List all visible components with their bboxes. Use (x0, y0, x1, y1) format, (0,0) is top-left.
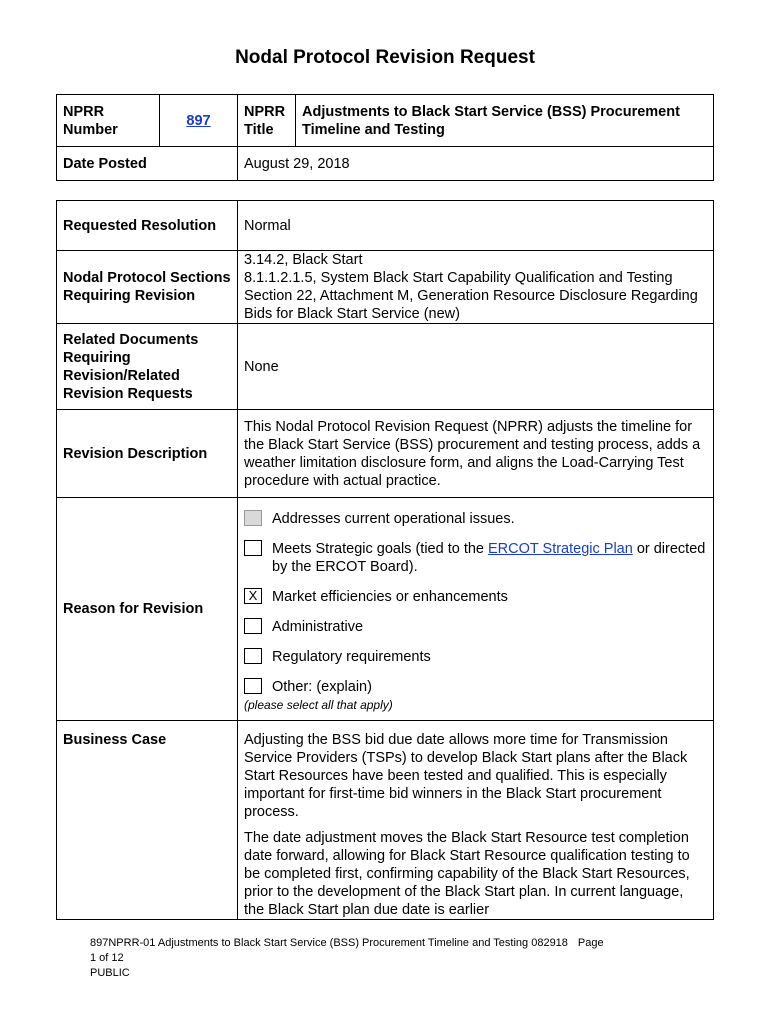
reason-option (244, 540, 707, 576)
reason-label: Reason for Revision (57, 498, 238, 721)
section-item: 3.14.2, Black Start (244, 252, 363, 268)
related-docs-value: None (238, 324, 714, 410)
date-posted-label: Date Posted (57, 147, 238, 181)
reason-text-part: or directed by the ERCOT Board). (272, 541, 706, 575)
revision-description-value: This Nodal Protocol Revision Request (NPRR) adjusts the timeline for the Black Start Service (BSS) procurement and testing process, adds a weather limitation disclosure form, and aligns the Load-Carrying Test procedure with actual practice. (238, 410, 714, 498)
reason-option (244, 618, 707, 636)
revision-description-label: Revision Description (57, 410, 238, 498)
sections-label: Nodal Protocol Sections Requiring Revision (57, 251, 238, 324)
document-title: Nodal Protocol Revision Request (235, 47, 535, 68)
reason-text: Addresses current operational issues. (272, 511, 515, 527)
checkbox-regulatory[interactable] (244, 648, 262, 664)
reason-option (244, 510, 707, 528)
reason-option (244, 678, 707, 696)
footer-classification: PUBLIC (90, 967, 130, 979)
reason-option (244, 648, 707, 666)
business-case-value (238, 721, 714, 920)
requested-resolution-value: Normal (238, 201, 714, 251)
reason-note: (please select all that apply) (244, 698, 393, 712)
reason-options (238, 498, 714, 721)
page-footer (90, 936, 604, 981)
nprr-number-link[interactable]: 897 (186, 112, 211, 129)
header-table (56, 94, 714, 181)
business-case-paragraph: The date adjustment moves the Black Start Resource test completion date forward, allowing for Black Start Resource qualification testing to be completed first, confirming capability of the Black Start Resources, prior to the development of the Black Start plan. In current language, the Black Start plan due date is earlier (244, 830, 690, 918)
checkbox-market-efficiencies[interactable]: X (244, 588, 262, 604)
reason-text-part: Meets Strategic goals (tied to the (272, 541, 488, 557)
checkbox-operational[interactable] (244, 510, 262, 526)
reason-text: Market efficiencies or enhancements (272, 589, 508, 605)
business-case-label: Business Case (57, 721, 238, 920)
footer-page-number: 1 of 12 (90, 952, 124, 964)
reason-text: Administrative (272, 619, 364, 635)
business-case-paragraph: Adjusting the BSS bid due date allows more time for Transmission Service Providers (TSPs) to develop Black Start plans after the Black Start Resources have been tested and qualified. This is especially important for first-time bid winners in the Black Start procurement process. (244, 732, 688, 820)
footer-page-label: Page (577, 937, 604, 949)
checkbox-administrative[interactable] (244, 618, 262, 634)
nprr-number-label: NPRR Number (57, 95, 160, 147)
reason-text: Regulatory requirements (272, 649, 431, 665)
reason-text: Other: (explain) (272, 679, 372, 695)
date-posted-value: August 29, 2018 (238, 147, 714, 181)
details-table (56, 200, 714, 920)
section-item: 8.1.1.2.1.5, System Black Start Capability Qualification and Testing (244, 270, 673, 286)
requested-resolution-label: Requested Resolution (57, 201, 238, 251)
section-item: Section 22, Attachment M, Generation Resource Disclosure Regarding Bids for Black Start Service (new) (244, 288, 698, 322)
reason-text (272, 540, 707, 576)
checkbox-strategic[interactable] (244, 540, 262, 556)
checkbox-other[interactable] (244, 678, 262, 694)
related-docs-label: Related Documents Requiring Revision/Related Revision Requests (57, 324, 238, 410)
footer-doc-ref: 897NPRR-01 Adjustments to Black Start Service (BSS) Procurement Timeline and Testing 082918 (90, 937, 568, 949)
reason-option (244, 588, 707, 606)
nprr-title-label: NPRR Title (238, 95, 296, 147)
sections-value (238, 251, 714, 324)
nprr-title: Adjustments to Black Start Service (BSS) Procurement Timeline and Testing (296, 95, 714, 147)
ercot-strategic-plan-link[interactable]: ERCOT Strategic Plan (488, 541, 633, 557)
